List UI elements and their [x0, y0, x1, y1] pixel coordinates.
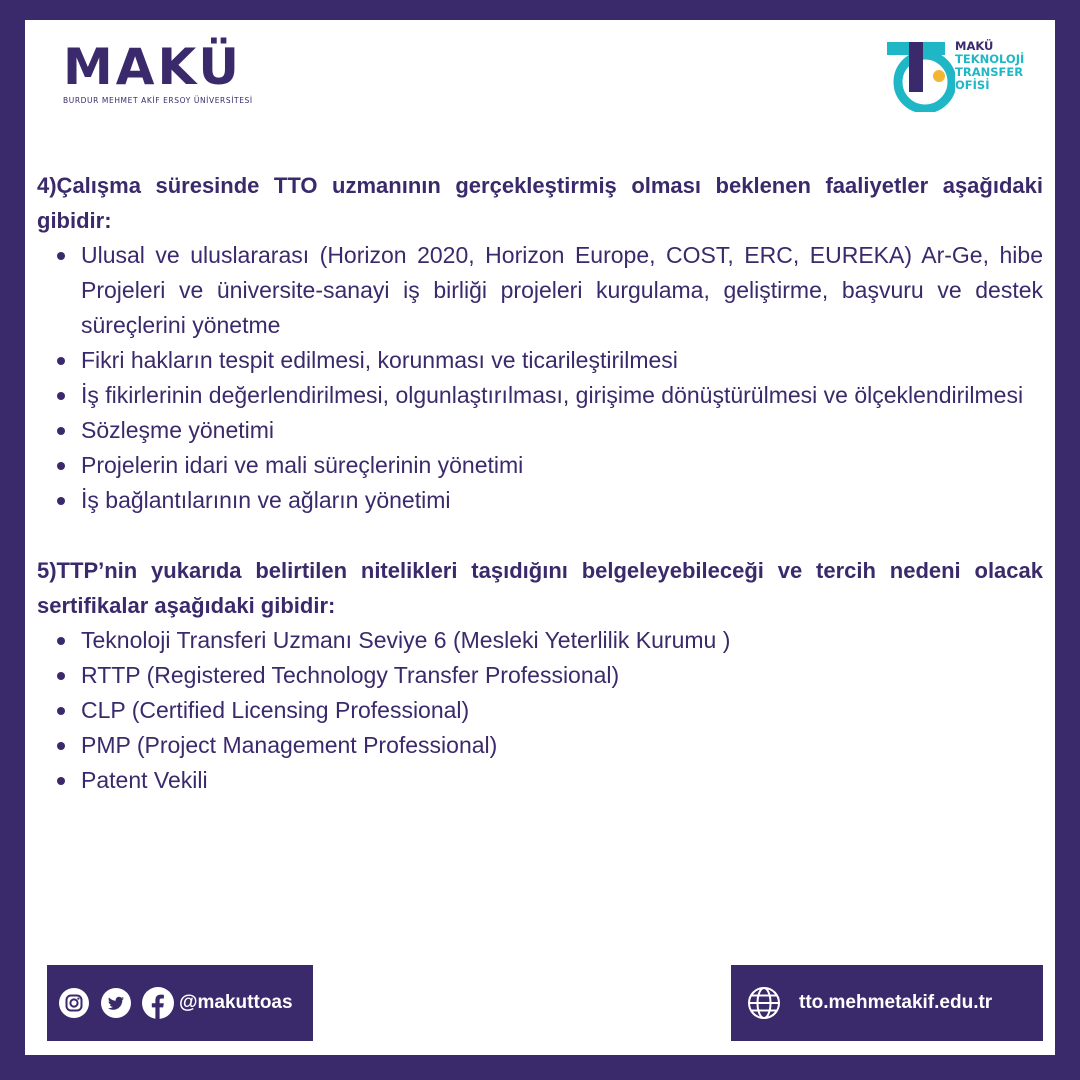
tto-logo-mark-icon: [885, 36, 955, 112]
main-content: [37, 168, 1043, 798]
list-item: Fikri hakların tespit edilmesi, korunması ve ticarileştirilmesi: [37, 343, 1043, 378]
section-5-heading: 5)TTP’nin yukarıda belirtilen nitelikleri taşıdığını belgeleyebileceği ve tercih nedeni olacak sertifikalar aşağıdaki gibidir:: [37, 558, 1043, 618]
section-4-heading: 4)Çalışma süresinde TTO uzmanının gerçekleştirmiş olması beklenen faaliyetler aşağıdaki gibidir:: [37, 173, 1043, 233]
section-5-list: [37, 623, 1043, 798]
website-link[interactable]: tto.mehmetakif.edu.tr: [799, 992, 993, 1013]
tto-logo-line: MAKÜ: [955, 39, 994, 53]
list-item: Sözleşme yönetimi: [37, 413, 1043, 448]
list-item: PMP (Project Management Professional): [37, 728, 1043, 763]
tto-logo-text: [955, 40, 1024, 92]
website-footer: [731, 965, 1043, 1041]
facebook-icon[interactable]: [141, 986, 175, 1020]
poster-card: [25, 20, 1055, 1055]
list-item: Teknoloji Transferi Uzmanı Seviye 6 (Mesleki Yeterlilik Kurumu ): [37, 623, 1043, 658]
list-item: Patent Vekili: [37, 763, 1043, 798]
tto-logo-line: TRANSFER: [955, 65, 1024, 79]
list-item: Ulusal ve uluslararası (Horizon 2020, Horizon Europe, COST, ERC, EUREKA) Ar-Ge, hibe Projeleri ve üniversite-sanayi iş birliği projeleri kurgulama, geliştirme, başvuru ve destek süreçlerini yönetme: [37, 238, 1043, 343]
maku-logo: [63, 38, 253, 105]
social-handle[interactable]: @makuttoas: [179, 992, 293, 1013]
list-item: CLP (Certified Licensing Professional): [37, 693, 1043, 728]
section-4-list: [37, 238, 1043, 518]
maku-logo-text: MAKÜ: [63, 38, 242, 96]
list-item: Projelerin idari ve mali süreçlerinin yönetimi: [37, 448, 1043, 483]
instagram-icon[interactable]: [57, 986, 91, 1020]
list-item: İş fikirlerinin değerlendirilmesi, olgunlaştırılması, girişime dönüştürülmesi ve ölçeklendirilmesi: [37, 378, 1043, 413]
list-item: RTTP (Registered Technology Transfer Professional): [37, 658, 1043, 693]
globe-icon: [747, 986, 781, 1020]
tto-logo-line: TEKNOLOJİ: [955, 52, 1025, 66]
twitter-icon[interactable]: [99, 986, 133, 1020]
tto-logo: [885, 36, 1045, 116]
section-spacer: [37, 518, 1043, 553]
maku-logo-subtitle: BURDUR MEHMET AKİF ERSOY ÜNİVERSİTESİ: [63, 96, 253, 105]
tto-logo-line: OFİSİ: [955, 78, 990, 92]
social-footer: [47, 965, 313, 1041]
list-item: İş bağlantılarının ve ağların yönetimi: [37, 483, 1043, 518]
